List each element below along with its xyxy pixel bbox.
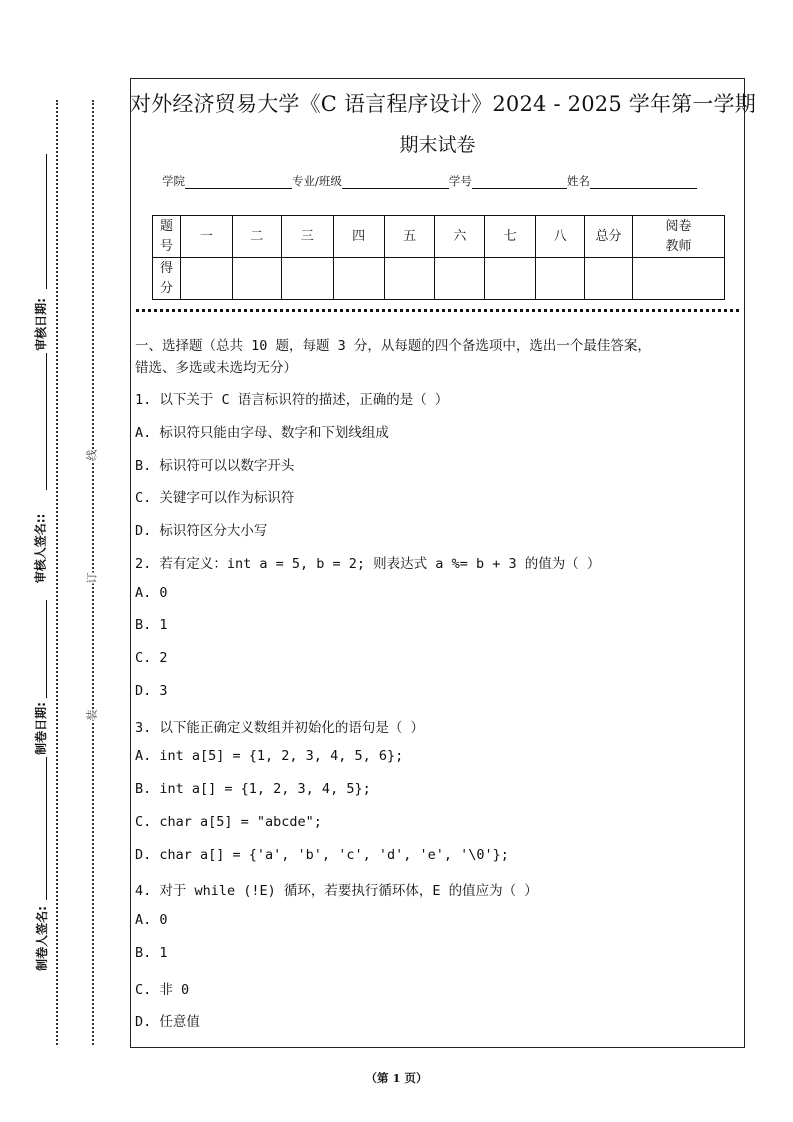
answer-option: A. 0 (135, 584, 168, 601)
review-date-line (46, 154, 47, 289)
answer-option: B. 标识符可以以数字开头 (135, 457, 295, 474)
order-char: 订 (85, 572, 99, 584)
column-header: 八 (536, 216, 585, 258)
bind-char: 装 (85, 709, 99, 721)
compiler-signature-label: 制卷人签名: (34, 906, 49, 971)
answer-option: A. 0 (135, 912, 168, 928)
answer-option: D. char a[] = {'a', 'b', 'c', 'd', 'e', '\0'}; (135, 846, 509, 863)
question-number-label: 题号 (153, 216, 181, 258)
college-field[interactable] (185, 176, 292, 189)
column-header: 一 (180, 216, 232, 258)
answer-option: D. 3 (135, 682, 168, 699)
review-date-label: 审核日期: (33, 298, 48, 351)
reviewer-signature-line (46, 353, 47, 490)
score-cell[interactable] (281, 258, 333, 300)
college-label: 学院 (162, 174, 185, 188)
name-field[interactable] (590, 176, 697, 189)
name-label: 姓名 (566, 174, 590, 188)
major-class-field[interactable] (342, 176, 449, 189)
score-cell[interactable] (232, 258, 281, 300)
answer-option: B. int a[] = {1, 2, 3, 4, 5}; (135, 781, 371, 797)
exam-title: 对外经济贸易大学《C 语言程序设计》2024 - 2025 学年第一学期 (130, 92, 756, 116)
score-cell[interactable] (585, 258, 633, 300)
line-char: 线 (85, 449, 99, 461)
answer-option: B. 1 (135, 617, 168, 634)
score-cell[interactable] (435, 258, 485, 300)
score-table (152, 215, 725, 300)
score-cell[interactable] (333, 258, 384, 300)
score-table-header-row (153, 216, 725, 258)
question-stem: 1. 以下关于 C 语言标识符的描述，正确的是（ ） (135, 392, 449, 408)
exam-subtitle: 期末试卷 (399, 134, 476, 156)
student-id-field[interactable] (472, 176, 567, 189)
column-header: 六 (435, 216, 485, 258)
student-info-line (162, 173, 697, 189)
compile-date-line (46, 600, 47, 698)
page-number: （第 1 页） (365, 1071, 428, 1085)
seal-dotted-line-outer (56, 100, 58, 1045)
compiler-signature-line (46, 757, 47, 900)
score-label: 得分 (153, 258, 181, 300)
score-table-score-row (153, 258, 725, 300)
column-header: 七 (485, 216, 536, 258)
column-header: 阅卷教师 (632, 216, 724, 258)
answer-option: C. char a[5] = "abcde"; (135, 813, 322, 830)
column-header: 四 (333, 216, 384, 258)
section-title-continued: 错选、多选或未选均无分） (135, 360, 297, 376)
column-header: 二 (232, 216, 281, 258)
compile-date-label: 制卷日期: (33, 702, 48, 755)
score-cell[interactable] (384, 258, 435, 300)
answer-option: B. 1 (135, 944, 168, 961)
answer-option: C. 2 (135, 650, 168, 666)
answer-option: A. int a[5] = {1, 2, 3, 4, 5, 6}; (135, 748, 404, 765)
reviewer-signature-label: 审核人签名:: (33, 513, 48, 584)
answer-option: C. 关键字可以作为标识符 (135, 490, 295, 507)
column-header: 总分 (585, 216, 633, 258)
dotted-separator (136, 309, 739, 312)
column-header: 三 (281, 216, 333, 258)
question-stem: 3. 以下能正确定义数组并初始化的语句是（ ） (135, 719, 425, 736)
answer-option: C. 非 0 (135, 981, 190, 998)
answer-option: A. 标识符只能由字母、数字和下划线组成 (135, 424, 389, 441)
score-cell[interactable] (536, 258, 585, 300)
column-header: 五 (384, 216, 435, 258)
question-stem: 4. 对于 while (!E) 循环，若要执行循环体，E 的值应为（ ） (135, 883, 538, 900)
score-cell[interactable] (632, 258, 724, 300)
section-title: 一、选择题（总共 10 题，每题 3 分，从每题的四个备选项中，选出一个最佳答案， (135, 338, 651, 354)
major-class-label: 专业/班级 (292, 174, 342, 188)
answer-option: D. 标识符区分大小写 (135, 523, 268, 539)
answer-option: D. 任意值 (135, 1014, 200, 1031)
score-cell[interactable] (180, 258, 232, 300)
student-id-label: 学号 (448, 174, 472, 188)
score-cell[interactable] (485, 258, 536, 300)
question-stem: 2. 若有定义：int a = 5, b = 2; 则表达式 a %= b + 3 的值为（ ） (135, 555, 601, 572)
